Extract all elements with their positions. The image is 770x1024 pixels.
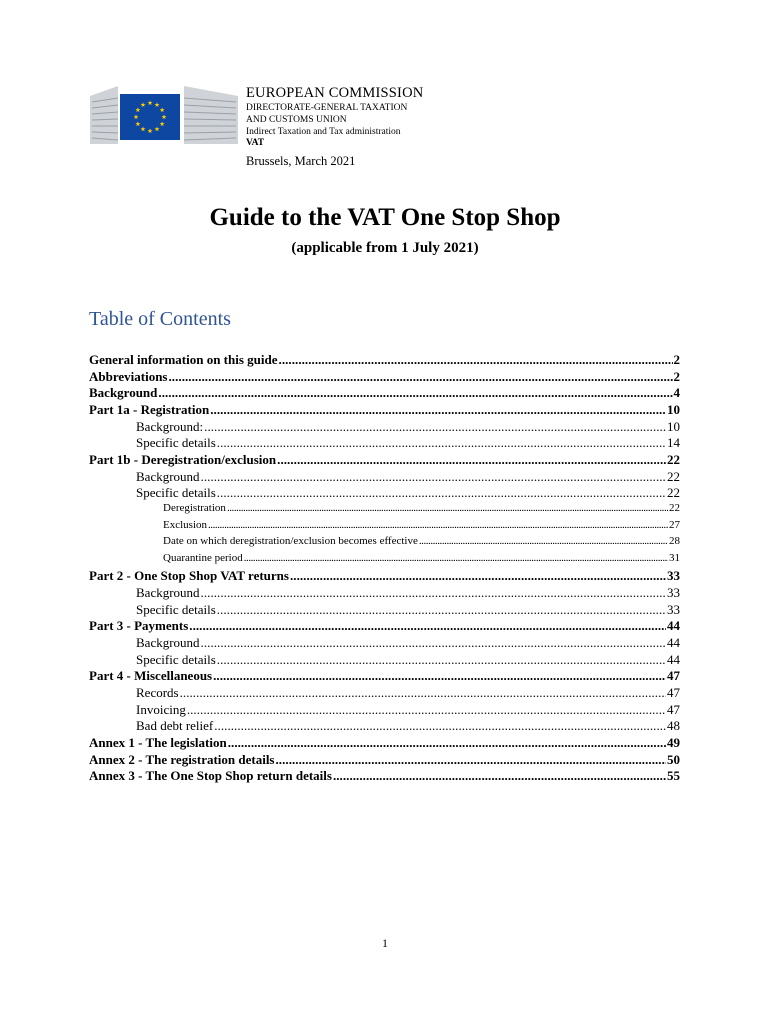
toc-entry[interactable] [89,618,680,634]
toc-entry-label: Specific details [136,435,216,451]
toc-entry-label: Part 4 - Miscellaneous [89,668,213,684]
toc-entry[interactable] [163,535,680,547]
place-date: Brussels, March 2021 [246,153,356,168]
toc-entry-page: 47 [667,668,680,684]
toc-entry-page: 4 [673,385,680,401]
toc-entry[interactable] [89,402,680,418]
toc-dot-leader [213,668,666,684]
toc-entry-page: 22 [667,451,680,467]
toc-entry-page: 10 [667,401,680,417]
toc-dot-leader [277,452,666,468]
toc-dot-leader [214,718,666,734]
toc-entry[interactable] [89,752,680,768]
toc-entry-page: 2 [673,368,680,384]
toc-dot-leader [290,568,666,584]
toc-dot-leader [228,735,666,751]
toc-entry-label: Deregistration [163,501,226,514]
organization-block [246,86,423,167]
toc-dot-leader [217,602,666,618]
document-subtitle: (applicable from 1 July 2021) [291,240,479,256]
toc-entry-label: Background [136,468,200,484]
toc-dot-leader [276,752,667,768]
toc-entry-page: 47 [667,685,680,700]
toc-dot-leader [217,435,666,451]
toc-entry-page: 44 [667,651,680,667]
toc-entry-label: Part 3 - Payments [89,618,189,634]
toc-dot-leader [204,419,666,435]
toc-dot-leader [217,652,666,668]
toc-entry[interactable] [89,568,680,584]
toc-entry-label: Records [136,685,179,700]
ec-berlaymont-logo-icon [88,74,240,146]
toc-entry-page: 27 [669,518,680,531]
toc-entry[interactable] [136,602,680,618]
unit-name: Indirect Taxation and Tax administration [246,126,401,137]
section-name: VAT [246,137,265,148]
toc-entry[interactable] [136,652,680,668]
toc-entry-label: Part 2 - One Stop Shop VAT returns [89,568,289,584]
toc-entry[interactable] [89,668,680,684]
toc-entry-page: 2 [673,352,680,367]
toc-dot-leader [180,685,666,701]
toc-entry-label: Specific details [136,601,216,617]
toc-entry-page: 47 [667,701,680,717]
toc-entry[interactable] [163,502,680,514]
toc-dot-leader [333,768,666,784]
toc-entry[interactable] [89,768,680,784]
toc-dot-leader [419,535,668,547]
toc-entry[interactable] [136,435,680,451]
directorate-line-2: AND CUSTOMS UNION [246,114,347,125]
toc-entry[interactable] [89,385,680,401]
toc-dot-leader [244,552,668,564]
toc-entry-label: Background: [136,418,204,434]
document-title: Guide to the VAT One Stop Shop [209,204,561,231]
toc-dot-leader [158,385,672,401]
toc-dot-leader [189,618,666,634]
toc-entry-label: Abbreviations [89,368,168,384]
toc-entry[interactable] [89,452,680,468]
toc-entry-page: 22 [669,501,680,514]
toc-entry[interactable] [136,585,680,601]
toc-entry-page: 28 [669,535,680,548]
organization-name: EUROPEAN COMMISSION [246,85,424,101]
toc-entry[interactable] [136,485,680,501]
toc-entry[interactable] [136,419,680,435]
toc-entry-page: 33 [667,568,680,584]
toc-entry-label: Quarantine period [163,551,243,564]
toc-entry-page: 55 [667,768,680,784]
toc-entry[interactable] [136,718,680,734]
toc-entry-label: Background [89,385,158,401]
toc-entry[interactable] [89,369,680,385]
toc-entry-label: Exclusion [163,518,207,531]
directorate-line-1: DIRECTORATE-GENERAL TAXATION [246,102,408,113]
toc-entry-page: 33 [667,585,680,601]
toc-entry-label: Bad debt relief [136,718,214,734]
toc-dot-leader [201,469,666,485]
toc-entry[interactable] [89,352,680,368]
toc-entry-page: 50 [667,751,680,767]
toc-entry-page: 14 [667,435,680,451]
toc-dot-leader [279,352,673,368]
toc-entry-label: Part 1b - Deregistration/exclusion [89,451,277,467]
toc-dot-leader [201,635,666,651]
toc-entry[interactable] [89,735,680,751]
toc-entry-page: 48 [667,718,680,734]
toc-dot-leader [217,485,666,501]
toc-dot-leader [201,585,666,601]
toc-entry-page: 10 [667,418,680,434]
toc-entry-label: Specific details [136,485,216,501]
toc-entry-page: 33 [667,601,680,617]
toc-heading: Table of Contents [89,308,231,330]
toc-entry-page: 22 [667,468,680,484]
toc-entry-label: General information on this guide [89,352,278,367]
toc-entry-label: Specific details [136,651,216,667]
toc-entry-label: Annex 2 - The registration details [89,751,275,767]
toc-entry-label: Annex 1 - The legislation [89,734,227,750]
toc-entry-label: Background [136,585,200,601]
toc-entry-page: 22 [667,485,680,501]
toc-dot-leader [208,519,668,531]
toc-entry[interactable] [136,635,680,651]
toc-entry-label: Annex 3 - The One Stop Shop return details [89,768,332,784]
toc-entry[interactable] [163,552,680,564]
toc-entry-page: 44 [667,618,680,634]
toc-entry[interactable] [163,519,680,531]
toc-entry-label: Background [136,635,200,651]
toc-entry[interactable] [136,469,680,485]
toc-entry-label: Invoicing [136,701,186,717]
toc-dot-leader [187,702,666,718]
toc-dot-leader [227,502,668,514]
toc-entry-page: 31 [669,551,680,564]
toc-entry[interactable] [136,702,680,718]
toc-dot-leader [169,369,673,385]
toc-entry-page: 44 [667,635,680,651]
page-number: 1 [382,936,388,950]
toc-dot-leader [210,402,666,418]
toc-entry-page: 49 [667,734,680,750]
toc-entry-label: Part 1a - Registration [89,401,210,417]
toc-entry[interactable] [136,685,680,701]
toc-entry-label: Date on which deregistration/exclusion becomes effective [163,535,418,548]
